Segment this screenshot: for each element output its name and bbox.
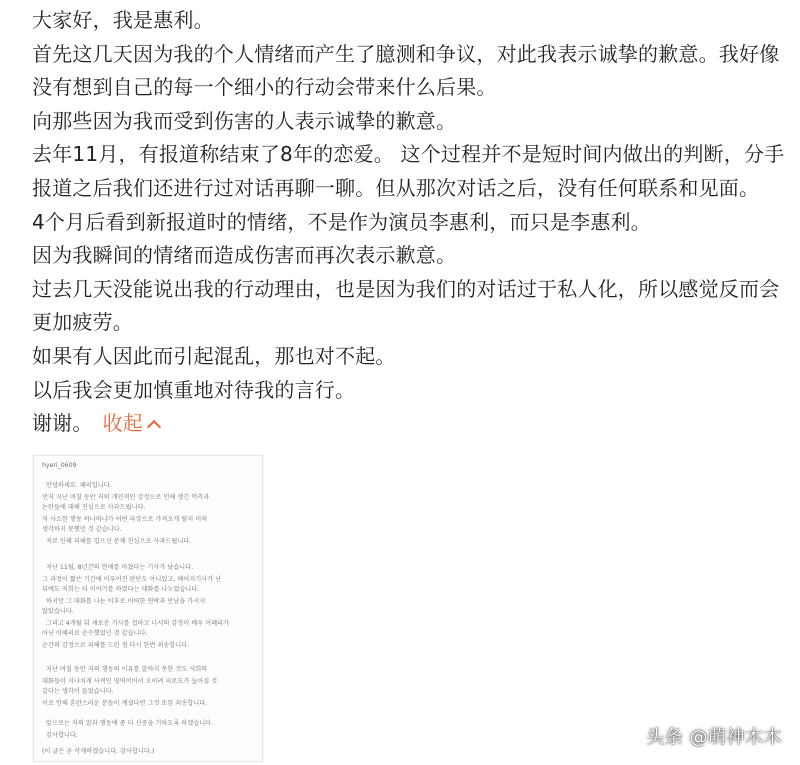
note-line: hyeri_0609 [42,462,77,469]
post-body [32,4,792,441]
note-line: 하지만 그 대화를 나눈 이후로 어떠한 연락과 만남을 가지지 [46,598,206,605]
closing-line [32,407,792,441]
post-paragraph: 首先这几天因为我的个人情绪而产生了臆测和争议，对此我表示诚挚的歉意。我好像没有想到自己的每一个细小的行动会带来什么后果。 [32,41,780,100]
watermark: 头条 @萌神木木 [646,727,782,748]
post-paragraph: 4个月后看到新报道时的情绪，不是作为演员李惠利，而只是李惠利。 [32,209,651,234]
note-line: 지난 며칠 동안 저의 행동의 이유를 말하지 못한 것도 저희의 [46,666,208,673]
collapse-label: 收起 [102,411,144,436]
note-line: 앞으로는 저의 말과 행동에 좀 더 신중을 기하도록 하겠습니다. [46,720,214,727]
embedded-note-image[interactable] [33,455,263,762]
note-line: 대화들이 지나치게 사적인 영역이어서 오히려 피로도가 높아질 것 [42,678,218,685]
note-line: 그리고 4개월 뒤 새로운 기사를 접하고 나서의 감정이 배우 이혜리가 [46,620,230,627]
note-line: 아닌 이혜리로 순수했었던 것 같습니다. [42,630,148,637]
note-line: 안녕하세요. 혜리입니다. [46,482,112,489]
note-line: 감사합니다. [46,732,78,739]
chevron-up-icon [147,420,161,434]
note-line: 같다는 생각이 들었습니다. [42,688,114,695]
post-paragraph: 以后我会更加慎重地对待我的言行。 [32,377,356,402]
note-line: 저로 인해 피해를 입으신 분께 진심으로 사과드립니다. [46,538,192,545]
post-paragraph: 如果有人因此而引起混乱，那也对不起。 [32,343,396,368]
collapse-button[interactable] [103,411,159,435]
post-paragraph: 大家好，我是惠利。 [32,8,214,32]
closing-text: 谢谢。 [32,411,93,436]
note-line: (이 글은 곧 삭제하겠습니다. 감사합니다.) [42,748,155,755]
note-line: 이로 인해 혼란스러운 분들이 계셨다면 그것 또한 죄송합니다. [42,700,208,707]
note-line: 뒤에도 저희는 더 이야기를 하였다는 대화를 나누었습니다. [42,586,200,593]
post-paragraph: 因为我瞬间的情绪而造成伤害而再次表示歉意。 [32,243,457,268]
note-line: 먼저 지난 며칠 동안 저의 개인적인 감정으로 인해 생긴 억측과 [42,494,210,501]
post-paragraph: 过去几天没能说出我的行动理由，也是因为我们的对话过于私人化，所以感觉反而会更加疲劳。 [32,276,780,335]
note-line: 않았습니다. [42,608,74,615]
post-paragraph: 向那些因为我而受到伤害的人表示诚挚的歉意。 [32,108,457,133]
note-line: 순간의 감정으로 피해를 드린 점 다시 한번 죄송합니다. [42,642,190,649]
note-line: 생각하지 못했던 것 같습니다. [42,526,122,533]
note-line: 저 사소한 행동 하나하나가 어떤 파장으로 가져오게 될지 미처 [42,516,208,523]
note-line: 지난 11월, 8년간의 연애를 마쳤다는 기사가 났습니다. [46,564,194,571]
note-line: 그 과정이 짧은 기간에 이루어진 판단도 아니었고, 헤어지기사가 난 [42,576,222,583]
post-paragraph: 去年11月，有报道称结束了8年的恋爱。 这个过程并不是短时间内做出的判断，分手报道之后我们还进行过对话再聊一聊。但从那次对话之后，没有任何联系和见面。 [32,142,785,200]
note-line: 논란들에 대해 진심으로 사과드립니다. [42,504,146,511]
